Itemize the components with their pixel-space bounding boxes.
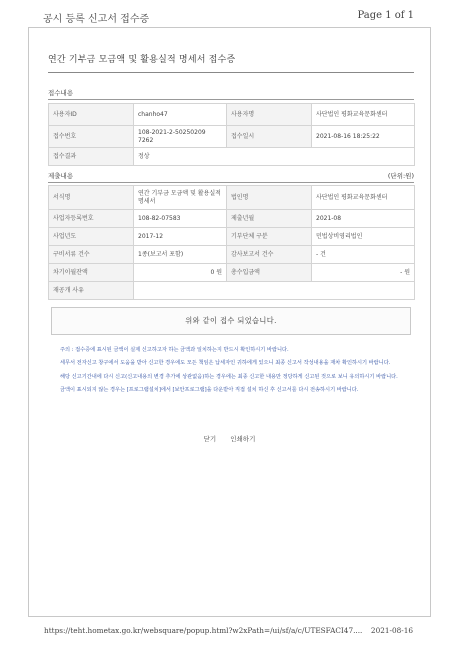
carryover-balance-label: 차기이월잔액 <box>49 264 134 282</box>
audit-report-count-value: - 건 <box>312 246 415 264</box>
table-row <box>49 228 415 246</box>
corporation-name-label: 법인명 <box>227 186 312 210</box>
submission-section-divider <box>48 182 414 183</box>
close-button[interactable]: 닫기 <box>203 435 217 443</box>
print-button[interactable]: 인쇄하기 <box>230 435 256 443</box>
print-header-title: 공시 등록 신고서 접수증 <box>43 14 150 25</box>
republish-reason-label: 재공개 사유 <box>49 282 134 300</box>
user-id-value: chanho47 <box>134 104 227 126</box>
document-count-label: 구비서류 건수 <box>49 246 134 264</box>
print-page-number: Page 1 of 1 <box>357 10 414 21</box>
note-item: 해당 신고기간내에 다시 신고(신고내용의 변경 추가에 상관없음)하는 경우에는 최종 신고한 내용만 정당하게 신고된 것으로 보니 유의하시기 바랍니다. <box>60 373 398 380</box>
total-income-value: - 원 <box>312 264 415 282</box>
receipt-complete-notice: 위와 같이 접수 되었습니다. <box>51 307 411 335</box>
document-title: 연간 기부금 모금액 및 활용실적 명세서 접수증 <box>48 55 236 65</box>
user-id-label: 사용자ID <box>49 104 134 126</box>
submission-section-label: 제출내용 <box>48 172 74 180</box>
table-row <box>49 246 415 264</box>
table-row <box>49 282 415 300</box>
title-divider <box>48 72 414 73</box>
note-item: 주의 : 접수증에 표시된 금액이 실제 신고하고자 하는 금액과 일치하는지 반드시 확인하시기 바랍니다. <box>60 347 289 353</box>
donation-org-type-value: 민법상비영리법인 <box>312 228 415 246</box>
user-name-label: 사용자명 <box>227 104 312 126</box>
note-item: 금액이 표시되지 않는 경우는 [프로그램설치]에서 [보안프로그램]을 다운받아 직접 설치 하신 후 신고서를 다시 전송하시기 바랍니다. <box>60 386 359 393</box>
total-income-label: 총수입금액 <box>227 264 312 282</box>
unit-label: (단위:원) <box>387 172 414 180</box>
receipt-datetime-label: 접수일시 <box>227 126 312 148</box>
table-row <box>49 126 415 148</box>
submission-month-label: 제출년월 <box>227 210 312 228</box>
notes-list <box>60 346 400 399</box>
note-item: 세무서 전자신고 창구에서 도움을 받아 신고한 경우에도 모든 책임은 납세자인 귀하에게 있으니 최종 신고서 작성내용을 재차 확인하시기 바랍니다. <box>60 360 391 367</box>
business-year-value: 2017-12 <box>134 228 227 246</box>
table-row <box>49 104 415 126</box>
carryover-balance-value: 0 원 <box>134 264 227 282</box>
submission-month-value: 2021-08 <box>312 210 415 228</box>
receipt-result-value: 정상 <box>134 148 415 166</box>
corporation-name-value: 사단법인 평화교육문화센터 <box>312 186 415 210</box>
document-count-value: 1종(보고서 포함) <box>134 246 227 264</box>
print-footer-date: 2021-08-16 <box>370 626 413 635</box>
receipt-number-value: 108-2021-2-50250209 7262 <box>134 126 227 148</box>
receipt-result-label: 접수결과 <box>49 148 134 166</box>
audit-report-count-label: 감사보고서 건수 <box>227 246 312 264</box>
form-name-value: 연간 기부금 모금액 및 활용실적 명세서 <box>134 186 227 210</box>
receipt-document <box>28 27 431 617</box>
receipt-section-divider <box>48 99 414 100</box>
table-row <box>49 210 415 228</box>
print-footer-url: https://teht.hometax.go.kr/websquare/popup.html?w2xPath=/ui/sf/a/c/UTESFACI47.... <box>44 626 363 635</box>
republish-reason-value <box>134 282 415 300</box>
receipt-info-table <box>48 103 415 166</box>
form-name-label: 서식명 <box>49 186 134 210</box>
user-name-value: 사단법인 평화교육문화센터 <box>312 104 415 126</box>
business-number-label: 사업자등록번호 <box>49 210 134 228</box>
business-number-value: 108-82-07583 <box>134 210 227 228</box>
submission-info-table <box>48 185 415 300</box>
table-row <box>49 264 415 282</box>
action-bar <box>29 434 430 443</box>
receipt-section-label: 접수내용 <box>48 89 74 97</box>
receipt-number-label: 접수번호 <box>49 126 134 148</box>
table-row <box>49 186 415 210</box>
table-row <box>49 148 415 166</box>
business-year-label: 사업년도 <box>49 228 134 246</box>
receipt-datetime-value: 2021-08-16 18:25:22 <box>312 126 415 148</box>
donation-org-type-label: 기부단체 구분 <box>227 228 312 246</box>
